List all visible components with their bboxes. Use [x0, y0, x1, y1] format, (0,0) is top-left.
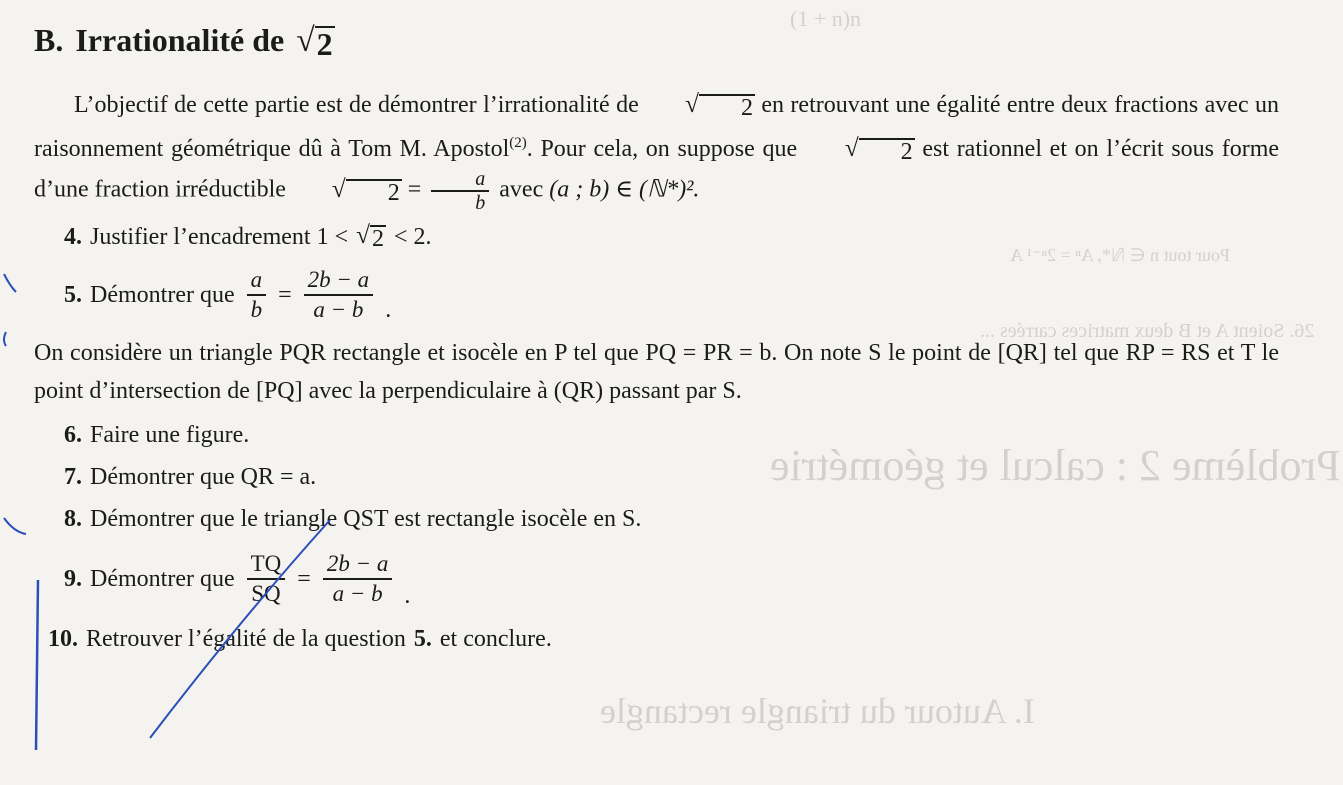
section-title: Irrationalité de — [75, 22, 285, 58]
fraction-2b-minus-a: $\frac{2b - a}{a - b}$ — [304, 266, 374, 324]
question-5: 5. Démontrer que $\frac{a}{b}$ = $\frac{2b - a}{a - b}$ . — [64, 267, 392, 323]
question-6: 6. Faire une figure. — [64, 421, 250, 448]
intro-paragraph: L’objectif de cette partie est de démontrer l’irrationalité de √ 2 en retrouvant une égalité entre deux fractions avec un raisonnement géométrique dû à Tom M. Apostol$^{(2)}$. Pour cela, on suppose que √ 2 est rationnel et on l’écrit sous forme d’une fraction irréductible √ 2 = $\frac{a}{b}$ avec (a ; b) ∈ (ℕ*)². — [34, 91, 1280, 214]
context-paragraph: On considère un triangle PQR rectangle et isocèle en P tel que PQ = PR = b. On note S le point de [QR] tel que RP = RS et T le point d’intersection de [PQ] avec la perpendiculaire à (QR) passant par S. — [34, 340, 1279, 404]
sqrt-symbol: √ 2 — [844, 135, 913, 165]
question-4: 4. Justifier l’encadrement 1 < √ 2 < 2. — [64, 222, 432, 252]
fraction-a-over-b: $\frac{a}{b}$ — [431, 168, 489, 214]
fraction-2b-minus-a: $\frac{2b - a}{a - b}$ — [323, 550, 393, 608]
fraction-tq-over-sq: $\frac{TQ}{SQ}$ — [247, 550, 286, 608]
sqrt-symbol: √ 2 — [296, 22, 333, 62]
bleed-through-5: I. Autour du triangle rectangle — [600, 691, 1035, 731]
bleed-through-3: 26. Soient A et B deux matrices carrées ... — [980, 320, 1315, 342]
section-heading — [34, 22, 1279, 60]
sqrt-symbol: √ 2 — [356, 222, 384, 252]
question-8: 8. Démontrer que le triangle QST est rectangle isocèle en S. — [64, 505, 642, 532]
question-10: 10. Retrouver l’égalité de la question 5. et conclure. — [48, 625, 552, 652]
bleed-through-1: (1 + n)n — [790, 6, 862, 31]
section-label: B. — [34, 22, 64, 58]
question-7: 7. Démontrer que QR = a. — [64, 463, 317, 490]
question-9: 9. Démontrer que $\frac{TQ}{SQ}$ = $\frac{2b - a}{a - b}$ . — [64, 551, 411, 609]
bleed-through-2: Pour tout n ∈ ℕ*, Aⁿ = 2ⁿ⁻¹ A — [1010, 245, 1230, 265]
footnote-ref: (2) — [509, 135, 527, 151]
sqrt-symbol: √ 2 — [331, 175, 400, 206]
document-page — [34, 22, 1279, 660]
bleed-through-4: Problème 2 : calcul et géométrie — [770, 441, 1341, 490]
fraction-a-over-b: $\frac{a}{b}$ — [247, 266, 267, 324]
sqrt-symbol: √ 2 — [685, 91, 753, 121]
